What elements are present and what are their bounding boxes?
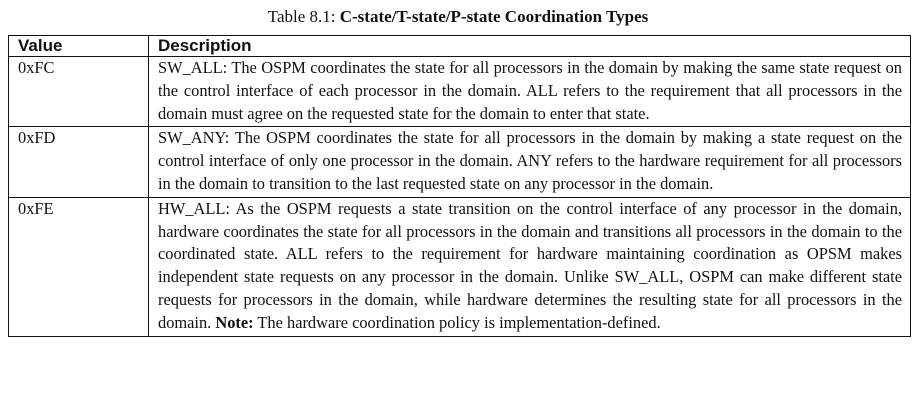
- row-value: 0xFE: [9, 197, 149, 336]
- row-description: SW_ALL: The OSPM coordinates the state for all processors in the domain by making the same state request on the control interface of each processor in the domain. ALL refers to the requirement that all processors in the domain must agree on the requested state for the domain to enter that state.: [149, 57, 911, 127]
- header-description: Description: [149, 36, 911, 57]
- coordination-types-table: [8, 35, 911, 337]
- table-caption-label: Table 8.1:: [267, 7, 336, 26]
- row-description: SW_ANY: The OSPM coordinates the state for all processors in the domain by making a state request on the control interface of only one processor in the domain. ANY refers to the hardware requirement for all processors in the domain to transition to the last requested state on any processor in the domain.: [149, 127, 911, 197]
- table-row-sw-any: [9, 127, 911, 197]
- table-row-hw-all: [9, 197, 911, 336]
- table-header-row: [9, 36, 911, 57]
- table-caption-title: C-state/T-state/P-state Coordination Types: [339, 7, 649, 26]
- row-value: 0xFC: [9, 57, 149, 127]
- table-row-sw-all: [9, 57, 911, 127]
- note-label: Note:: [215, 312, 254, 332]
- table-caption: [0, 6, 916, 28]
- note-text: The hardware coordination policy is implementation-defined.: [257, 312, 661, 332]
- header-value: Value: [9, 36, 149, 57]
- row-value: 0xFD: [9, 127, 149, 197]
- row-description-container: [149, 197, 911, 336]
- row-description: HW_ALL: As the OSPM requests a state transition on the control interface of any processor in the domain, hardware coordinates the state for all processors in the domain and transitions all processors in the domain to the coordinated state. ALL refers to the requirement for hardware maintaining coordination as OPSM makes independent state requests on any processor in the domain. Unlike SW_ALL, OSPM can make different state requests for processors in the domain, while hardware determines the resulting state for all processors in the domain.: [158, 198, 902, 332]
